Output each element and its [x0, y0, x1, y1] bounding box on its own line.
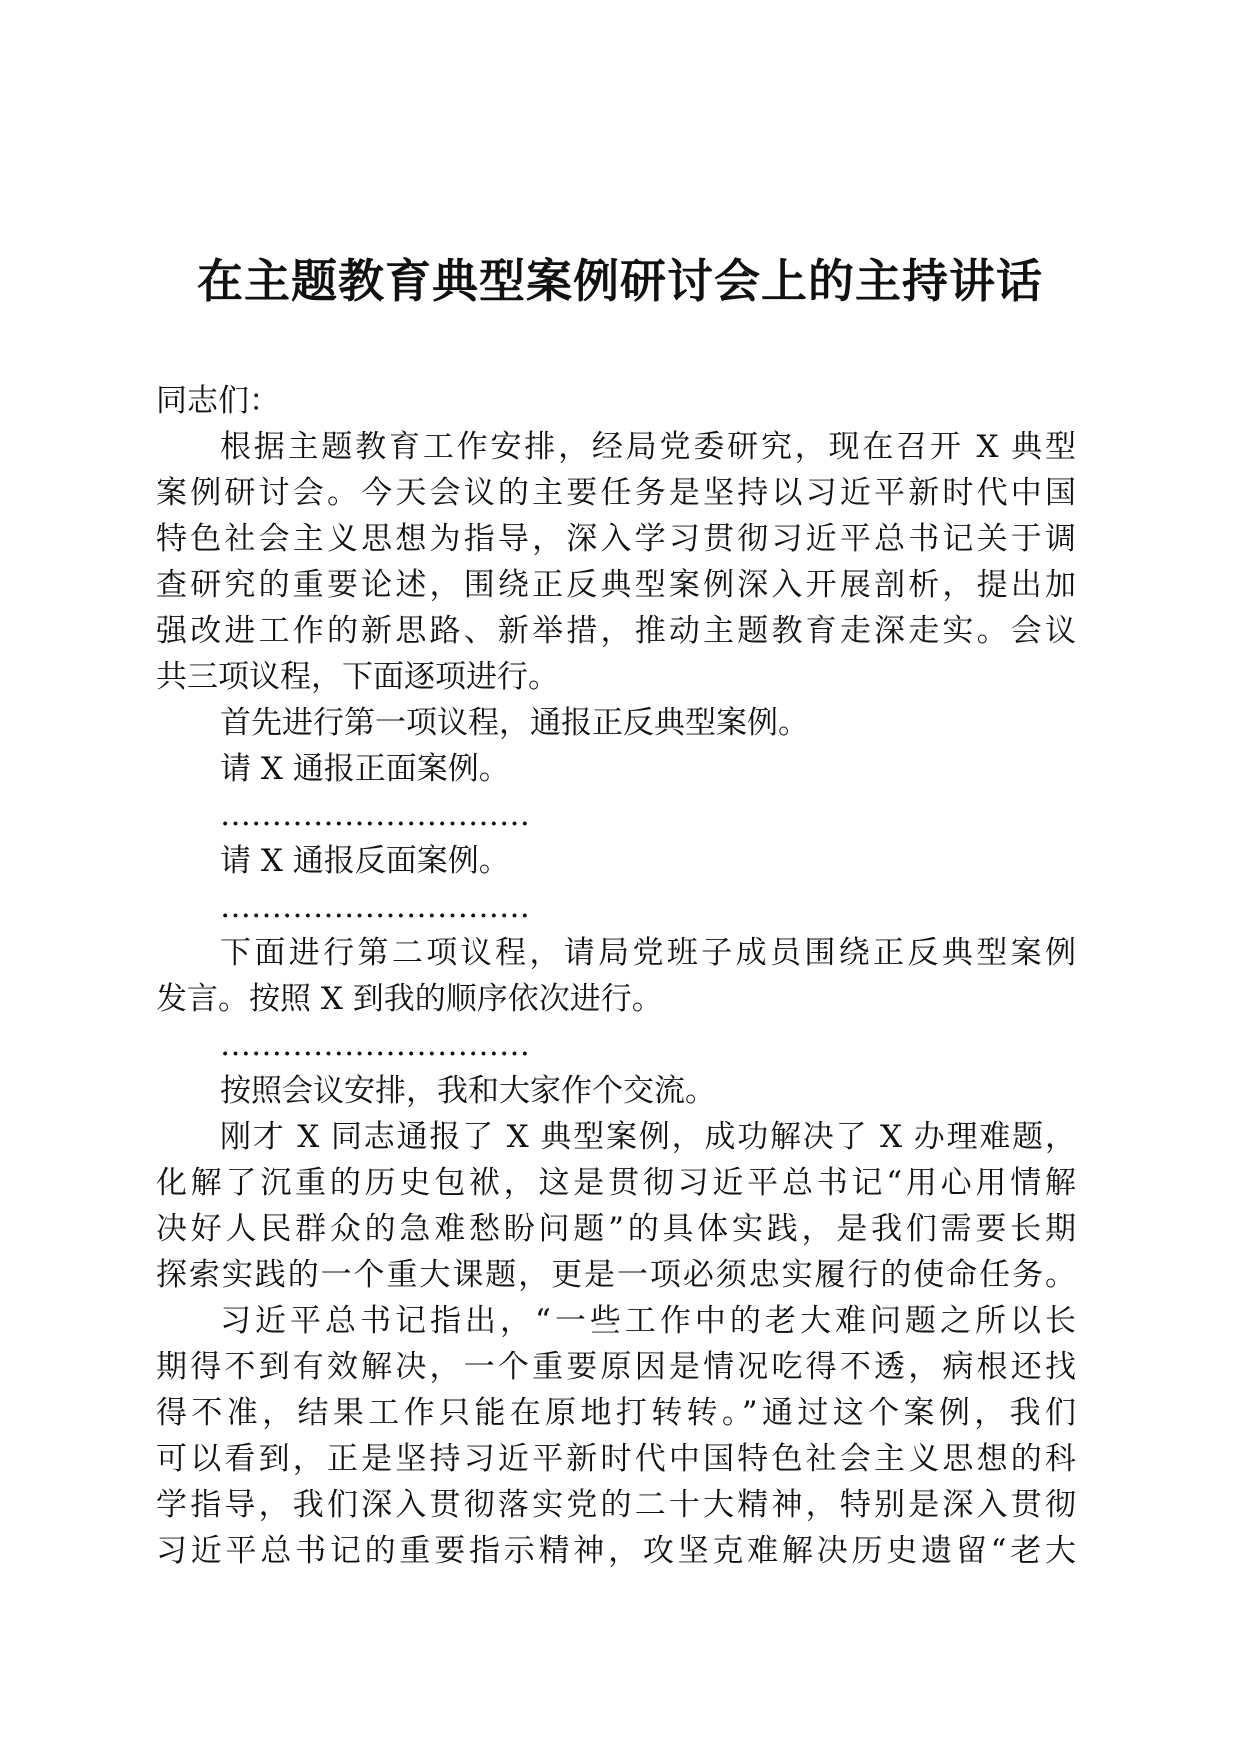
text-line: 首先进行第一项议程，通报正反典型案例。: [220, 705, 809, 741]
text-line: 探索实践的一个重大课题，更是一项必须忠实履行的使命任务。: [156, 1257, 1076, 1293]
text-line: 请 X 通报正面案例。: [220, 751, 510, 787]
text-line: 发言。按照 X 到我的顺序依次进行。: [156, 981, 663, 1017]
text-line: 刚才 X 同志通报了 X 典型案例，成功解决了 X 办理难题，: [220, 1119, 1076, 1155]
text-line: 共三项议程，下面逐项进行。: [156, 659, 559, 695]
text-line: 下面进行第二项议程，请局党班子成员围绕正反典型案例: [220, 935, 1076, 971]
text-line: 按照会议安排，我和大家作个交流。: [220, 1073, 716, 1109]
text-line: 习近平总书记指出，“一些工作中的老大难问题之所以长: [220, 1303, 1076, 1339]
text-line: 根据主题教育工作安排，经局党委研究，现在召开 X 典型: [220, 429, 1076, 465]
document-title: 在主题教育典型案例研讨会上的主持讲话: [197, 254, 1043, 308]
text-line: 决好人民群众的急难愁盼问题”的具体实践，是我们需要长期: [156, 1211, 1076, 1247]
text-line: 得不准，结果工作只能在原地打转转。”通过这个案例，我们: [156, 1395, 1076, 1431]
ellipsis-line: …………………………: [220, 1027, 530, 1063]
text-line: 强改进工作的新思路、新举措，推动主题教育走深走实。会议: [156, 613, 1076, 649]
text-line: 案例研讨会。今天会议的主要任务是坚持以习近平新时代中国: [156, 475, 1076, 511]
ellipsis-line: …………………………: [220, 889, 530, 925]
text-line: 期得不到有效解决，一个重要原因是情况吃得不透，病根还找: [156, 1349, 1076, 1385]
text-line: 可以看到，正是坚持习近平新时代中国特色社会主义思想的科: [156, 1441, 1076, 1477]
document-body: [156, 378, 1076, 1574]
text-line: 习近平总书记的重要指示精神，攻坚克难解决历史遗留“老大: [156, 1533, 1076, 1569]
text-line: 化解了沉重的历史包袱，这是贯彻习近平总书记“用心用情解: [156, 1165, 1076, 1201]
text-line: 同志们：: [156, 383, 280, 419]
text-line: 请 X 通报反面案例。: [220, 843, 510, 879]
ellipsis-line: …………………………: [220, 797, 530, 833]
text-line: 特色社会主义思想为指导，深入学习贯彻习近平总书记关于调: [156, 521, 1076, 557]
text-line: 学指导，我们深入贯彻落实党的二十大精神，特别是深入贯彻: [156, 1487, 1076, 1523]
text-line: 查研究的重要论述，围绕正反典型案例深入开展剖析，提出加: [156, 567, 1076, 603]
